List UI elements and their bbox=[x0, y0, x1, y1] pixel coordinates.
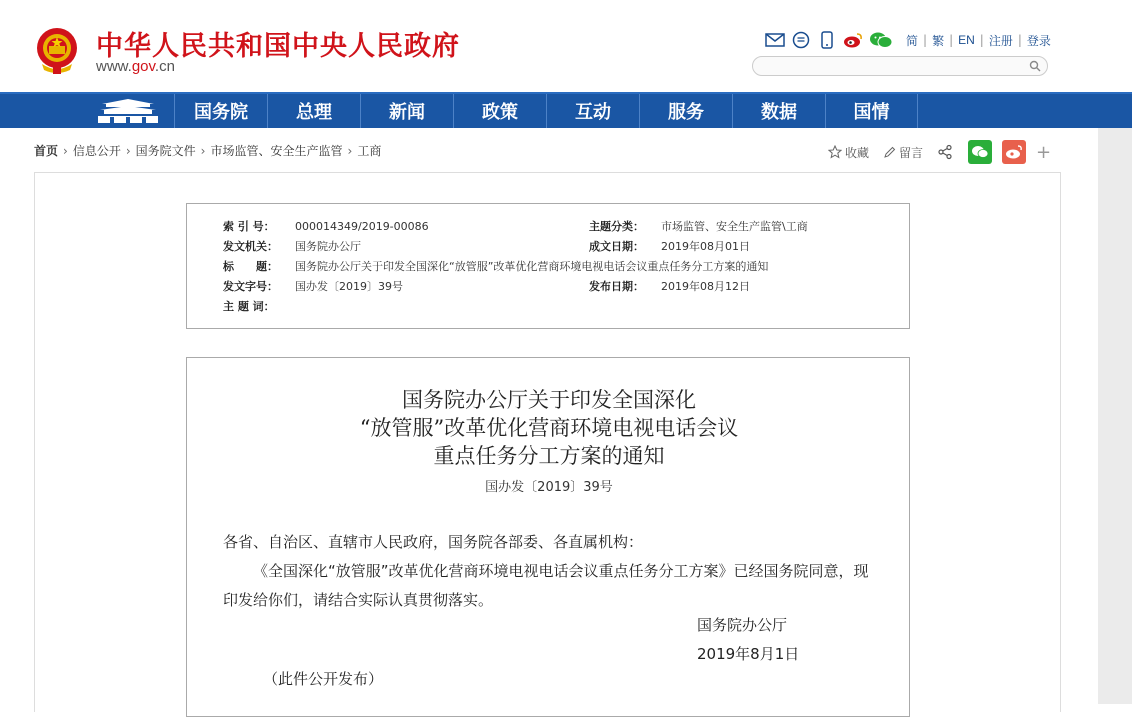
chevron-right-icon: › bbox=[125, 143, 131, 158]
written-date-label: 成文日期： bbox=[589, 240, 644, 253]
written-date-value: 2019年08月01日 bbox=[661, 240, 750, 253]
share-bar bbox=[828, 140, 1051, 164]
breadcrumb-commerce[interactable]: 工商 bbox=[357, 144, 382, 158]
signer: 国务院办公厅 bbox=[697, 616, 788, 634]
salutation: 各省、自治区、直辖市人民政府，国务院各部委、各直属机构： bbox=[223, 533, 644, 551]
scroll-gutter bbox=[1098, 128, 1132, 704]
breadcrumb-home[interactable]: 首页 bbox=[34, 144, 59, 158]
nav-policy[interactable]: 政策 bbox=[453, 94, 546, 128]
search-icon[interactable] bbox=[1029, 60, 1041, 72]
index-label: 索 引 号： bbox=[223, 220, 275, 233]
site-title[interactable]: 中华人民共和国中央人民政府 bbox=[96, 31, 460, 62]
lang-english-link[interactable]: EN bbox=[958, 33, 975, 47]
weibo-icon[interactable] bbox=[842, 30, 864, 50]
favorite-label: 收藏 bbox=[845, 145, 870, 160]
separator: | bbox=[979, 33, 984, 47]
separator: | bbox=[1017, 33, 1022, 47]
breadcrumb-info-disclosure[interactable]: 信息公开 bbox=[72, 144, 121, 158]
search-input[interactable] bbox=[763, 59, 1027, 75]
register-link[interactable]: 注册 bbox=[988, 33, 1013, 48]
header-toolbar bbox=[764, 30, 1051, 50]
document-number: 国办发〔2019〕39号 bbox=[485, 480, 613, 495]
site-header bbox=[0, 0, 1132, 92]
chevron-right-icon: › bbox=[63, 143, 68, 158]
title-line-3: 重点任务分工方案的通知 bbox=[433, 444, 665, 468]
lang-simplified-link[interactable]: 简 bbox=[906, 33, 919, 48]
doc-number-value: 国办发〔2019〕39号 bbox=[295, 280, 403, 293]
document-title bbox=[187, 386, 911, 470]
nav-data[interactable]: 数据 bbox=[732, 94, 825, 128]
breadcrumb-council-documents[interactable]: 国务院文件 bbox=[135, 144, 196, 158]
favorite-button[interactable] bbox=[828, 144, 869, 161]
document-metadata bbox=[186, 203, 910, 329]
title-line-1: 国务院办公厅关于印发全国深化 bbox=[402, 388, 696, 412]
comment-button[interactable] bbox=[883, 144, 923, 161]
star-icon bbox=[828, 145, 842, 159]
search-box bbox=[752, 56, 1048, 76]
breadcrumb-market-supervision[interactable]: 市场监管、安全生产监管 bbox=[210, 144, 343, 158]
tiananmen-icon bbox=[96, 98, 160, 124]
sign-date: 2019年8月1日 bbox=[697, 645, 800, 663]
share-button[interactable] bbox=[937, 144, 956, 160]
national-emblem-icon[interactable] bbox=[34, 26, 80, 76]
nav-home[interactable] bbox=[82, 94, 174, 128]
separator: | bbox=[949, 33, 954, 47]
nav-interaction[interactable]: 互动 bbox=[546, 94, 639, 128]
nav-state-council[interactable]: 国务院 bbox=[174, 94, 267, 128]
breadcrumb bbox=[34, 142, 381, 159]
wechat-icon bbox=[971, 145, 989, 159]
document-text bbox=[223, 528, 883, 615]
issuer-value: 国务院办公厅 bbox=[295, 240, 361, 253]
more-share-icon[interactable]: + bbox=[1036, 141, 1052, 163]
publish-date-value: 2019年08月12日 bbox=[661, 280, 750, 293]
title-value: 国务院办公厅关于印发全国深化“放管服”改革优化营商环境电视电话会议重点任务分工方案的通知 bbox=[295, 260, 769, 273]
share-wechat-button[interactable] bbox=[968, 140, 992, 164]
title-label: 标 题： bbox=[223, 260, 278, 273]
body-paragraph: 《全国深化“放管服”改革优化营商环境电视电话会议重点任务分工方案》已经国务院同意，现印发给你们，请结合实际认真贯彻落实。 bbox=[223, 562, 869, 609]
mobile-icon[interactable] bbox=[816, 30, 838, 50]
nav-services[interactable]: 服务 bbox=[639, 94, 732, 128]
weibo-icon bbox=[1005, 145, 1023, 159]
domain-suffix: .cn bbox=[154, 58, 175, 75]
keywords-label: 主 题 词： bbox=[223, 300, 275, 313]
publish-date-label: 发布日期： bbox=[589, 280, 644, 293]
doc-number-label: 发文字号： bbox=[223, 280, 278, 293]
domain-name: gov bbox=[131, 58, 155, 75]
login-link[interactable]: 登录 bbox=[1026, 33, 1051, 48]
message-icon[interactable] bbox=[790, 30, 812, 50]
issuer-label: 发文机关： bbox=[223, 240, 278, 253]
lang-traditional-link[interactable]: 繁 bbox=[932, 33, 945, 48]
chevron-right-icon: › bbox=[347, 143, 353, 158]
nav-news[interactable]: 新闻 bbox=[360, 94, 453, 128]
share-icon bbox=[937, 144, 953, 160]
topic-label: 主题分类： bbox=[589, 220, 644, 233]
separator: | bbox=[923, 33, 928, 47]
domain-prefix: www. bbox=[96, 58, 132, 75]
share-weibo-button[interactable] bbox=[1002, 140, 1026, 164]
pencil-icon bbox=[883, 146, 896, 159]
nav-premier[interactable]: 总理 bbox=[267, 94, 360, 128]
main-nav bbox=[0, 92, 1132, 128]
nav-national-info[interactable]: 国情 bbox=[825, 94, 918, 128]
topic-value: 市场监管、安全生产监管\工商 bbox=[661, 220, 808, 233]
title-line-2: “放管服”改革优化营商环境电视电话会议 bbox=[359, 416, 739, 440]
publish-note: （此件公开发布） bbox=[263, 670, 384, 688]
mail-icon[interactable] bbox=[764, 30, 786, 50]
document-body bbox=[186, 357, 910, 717]
site-domain[interactable] bbox=[96, 58, 175, 75]
chevron-right-icon: › bbox=[200, 143, 206, 158]
index-value: 000014349/2019-00086 bbox=[295, 219, 429, 233]
comment-label: 留言 bbox=[899, 145, 924, 160]
wechat-icon[interactable] bbox=[868, 30, 894, 50]
